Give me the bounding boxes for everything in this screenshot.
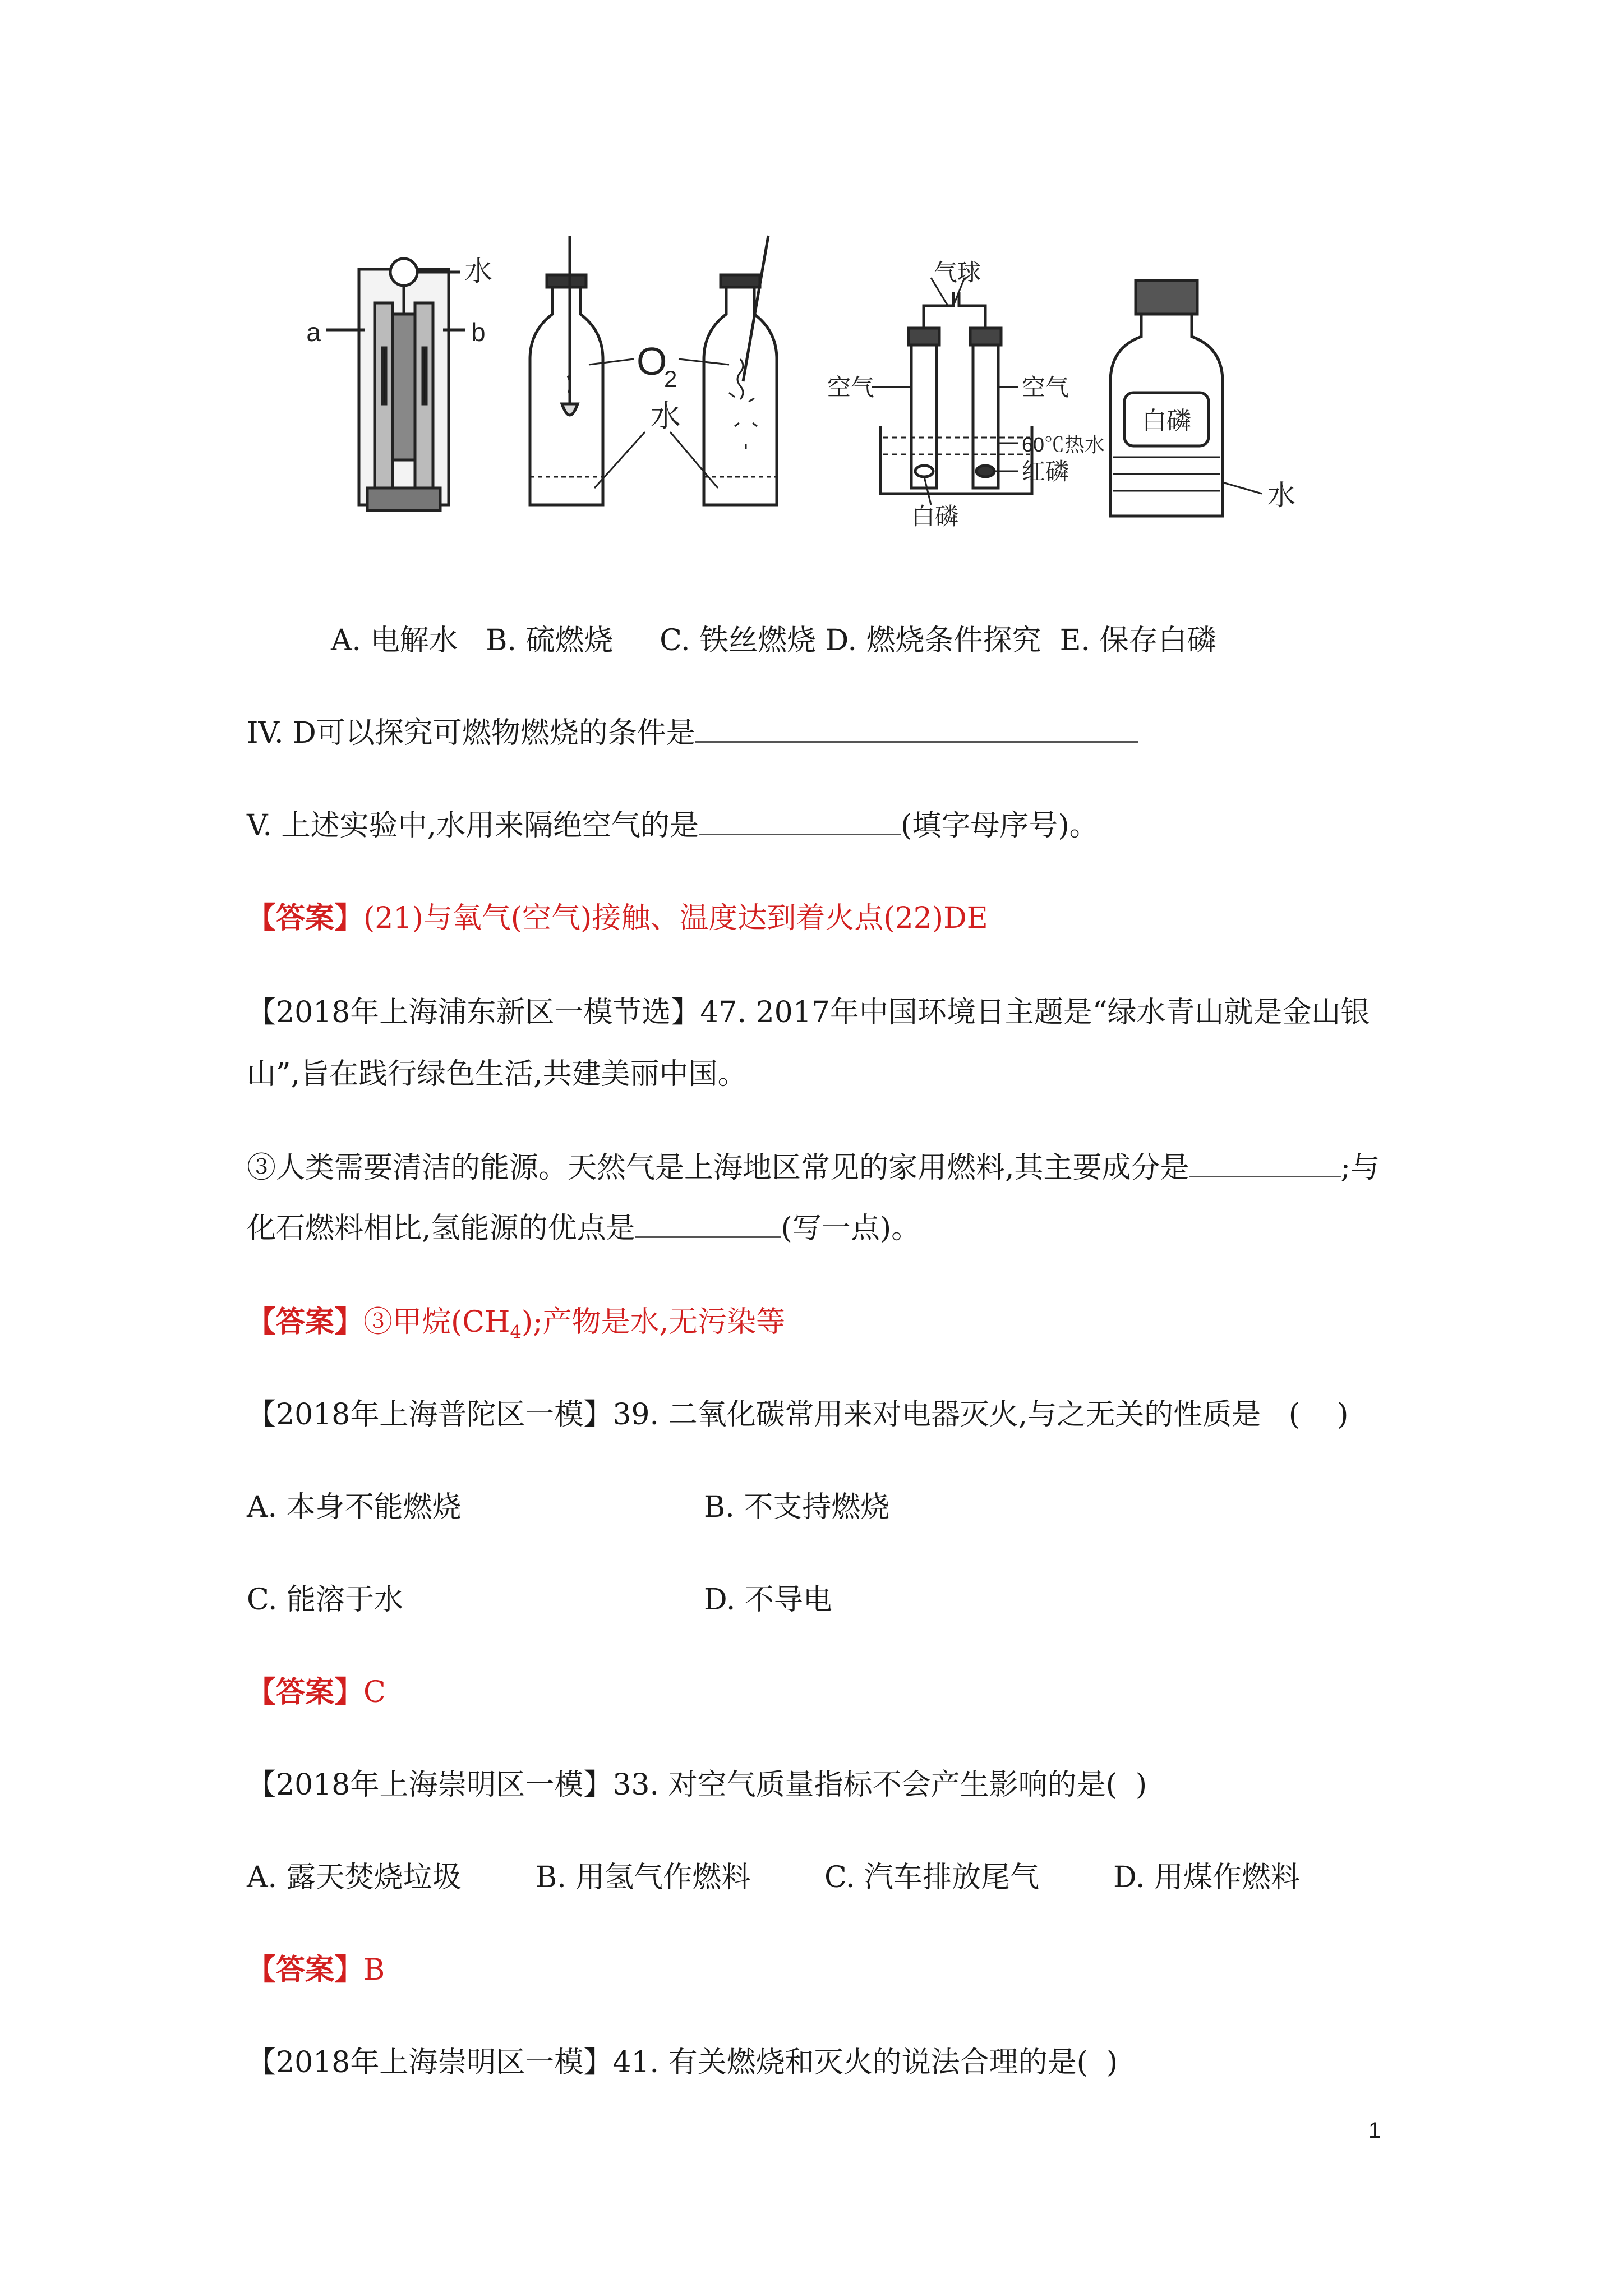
- label-white-phosphorus-jar: 白磷: [1142, 407, 1191, 435]
- label-a: a: [306, 318, 321, 347]
- question-iv-text: IV. D可以探究可燃物燃烧的条件是: [247, 716, 695, 750]
- question-iv: [247, 715, 1138, 751]
- answer-4: [247, 1952, 385, 1988]
- question-33-text: 33. 对空气质量指标不会产生影响的是( ): [612, 1768, 1147, 1802]
- question-v-text: V. 上述实验中,水用来隔绝空气的是: [247, 809, 699, 843]
- question-47-line4: [247, 1211, 920, 1246]
- question-source: 【2018年上海崇明区一模】: [247, 1768, 613, 1802]
- question-47-line3: [247, 1150, 1380, 1186]
- question-47-text-1: 47. 2017年中国环境日主题是“绿水青山就是金山银: [700, 996, 1370, 1029]
- question-41: [247, 2045, 1118, 2081]
- label-air-left: 空气: [827, 374, 875, 401]
- option-a: A. 本身不能燃烧: [247, 1490, 462, 1524]
- label-red-phosphorus: 红磷: [1022, 458, 1069, 485]
- option-c: C. 能溶于水: [247, 1583, 403, 1617]
- question-41-text: 41. 有关燃烧和灭火的说法合理的是( ): [612, 2046, 1118, 2079]
- question-v-suffix: (填字母序号)。: [901, 809, 1099, 843]
- answer-label: 【答案】: [247, 901, 364, 935]
- answer-blank: [1189, 1150, 1341, 1177]
- question-47-line2: 山”,旨在践行绿色生活,共建美丽中国。: [247, 1057, 747, 1091]
- white-phosphorus-jar-illustration: [1110, 280, 1295, 516]
- question-47-text-4b: (写一点)。: [781, 1212, 921, 1245]
- label-air-right: 空气: [1022, 374, 1069, 401]
- answer-blank: [695, 715, 1138, 743]
- label-b: b: [471, 318, 486, 347]
- page-number: 1: [1368, 2118, 1381, 2143]
- option-a: A. 露天焚烧垃圾: [247, 1861, 462, 1894]
- answer-text: (21)与氧气(空气)接触、温度达到着火点(22)DE: [363, 901, 988, 935]
- combustion-conditions-illustration: [827, 259, 1105, 530]
- answer-3: [247, 1674, 386, 1710]
- answer-subscript: 4: [510, 1321, 522, 1343]
- option-b: B. 用氢气作燃料: [536, 1861, 751, 1894]
- label-balloon: 气球: [934, 259, 981, 286]
- question-47-text-3a: ③人类需要清洁的能源。天然气是上海地区常见的家用燃料,其主要成分是: [247, 1151, 1189, 1185]
- answer-text: B: [363, 1953, 385, 1987]
- answer-label: 【答案】: [247, 1305, 364, 1339]
- label-water-mid: 水: [651, 399, 681, 433]
- label-o2-sub: 2: [664, 366, 677, 392]
- answer-text-b: );产物是水,无污染等: [521, 1305, 786, 1339]
- option-d: D. 不导电: [704, 1583, 832, 1617]
- iron-wire-bottle-illustration: [704, 236, 777, 505]
- answer-1: [247, 900, 988, 936]
- label-white-phosphorus-bottom: 白磷: [911, 503, 959, 530]
- answer-2: [247, 1304, 785, 1350]
- answer-label: 【答案】: [247, 1675, 364, 1709]
- answer-text-a: ③甲烷(CH: [363, 1305, 510, 1339]
- question-39-text: 39. 二氧化碳常用来对电器灭火,与之无关的性质是 ( ): [612, 1398, 1349, 1432]
- answer-label: 【答案】: [247, 1953, 364, 1987]
- question-47-line1: [247, 995, 1370, 1030]
- question-47-text-4a: 化石燃料相比,氢能源的优点是: [247, 1212, 635, 1245]
- answer-blank: [635, 1211, 781, 1238]
- question-39: [247, 1397, 1348, 1433]
- sulfur-bottle-illustration: [530, 236, 603, 505]
- label-o2: O: [637, 339, 667, 383]
- question-source: 【2018年上海普陀区一模】: [247, 1398, 613, 1432]
- experiment-figure: [0, 0, 1623, 589]
- answer-blank: [699, 808, 901, 835]
- question-source: 【2018年上海崇明区一模】: [247, 2046, 613, 2079]
- label-water-top: 水: [464, 255, 492, 287]
- option-b: B. 不支持燃烧: [704, 1490, 890, 1524]
- option-d: D. 用煤作燃料: [1113, 1861, 1300, 1894]
- label-water-jar: 水: [1267, 480, 1295, 511]
- electrolysis-apparatus-illustration: [306, 255, 492, 510]
- question-47-text-3b: ;与: [1340, 1151, 1380, 1185]
- question-v: [247, 808, 1099, 844]
- answer-text: C: [363, 1676, 386, 1709]
- label-hot-water: 60℃热水: [1022, 433, 1105, 456]
- question-33: [247, 1767, 1147, 1803]
- question-source: 【2018年上海浦东新区一模节选】: [247, 996, 700, 1029]
- option-c: C. 汽车排放尾气: [824, 1861, 1039, 1894]
- figure-captions: A. 电解水 B. 硫燃烧 C. 铁丝燃烧 D. 燃烧条件探究 E. 保存白磷: [331, 624, 1216, 657]
